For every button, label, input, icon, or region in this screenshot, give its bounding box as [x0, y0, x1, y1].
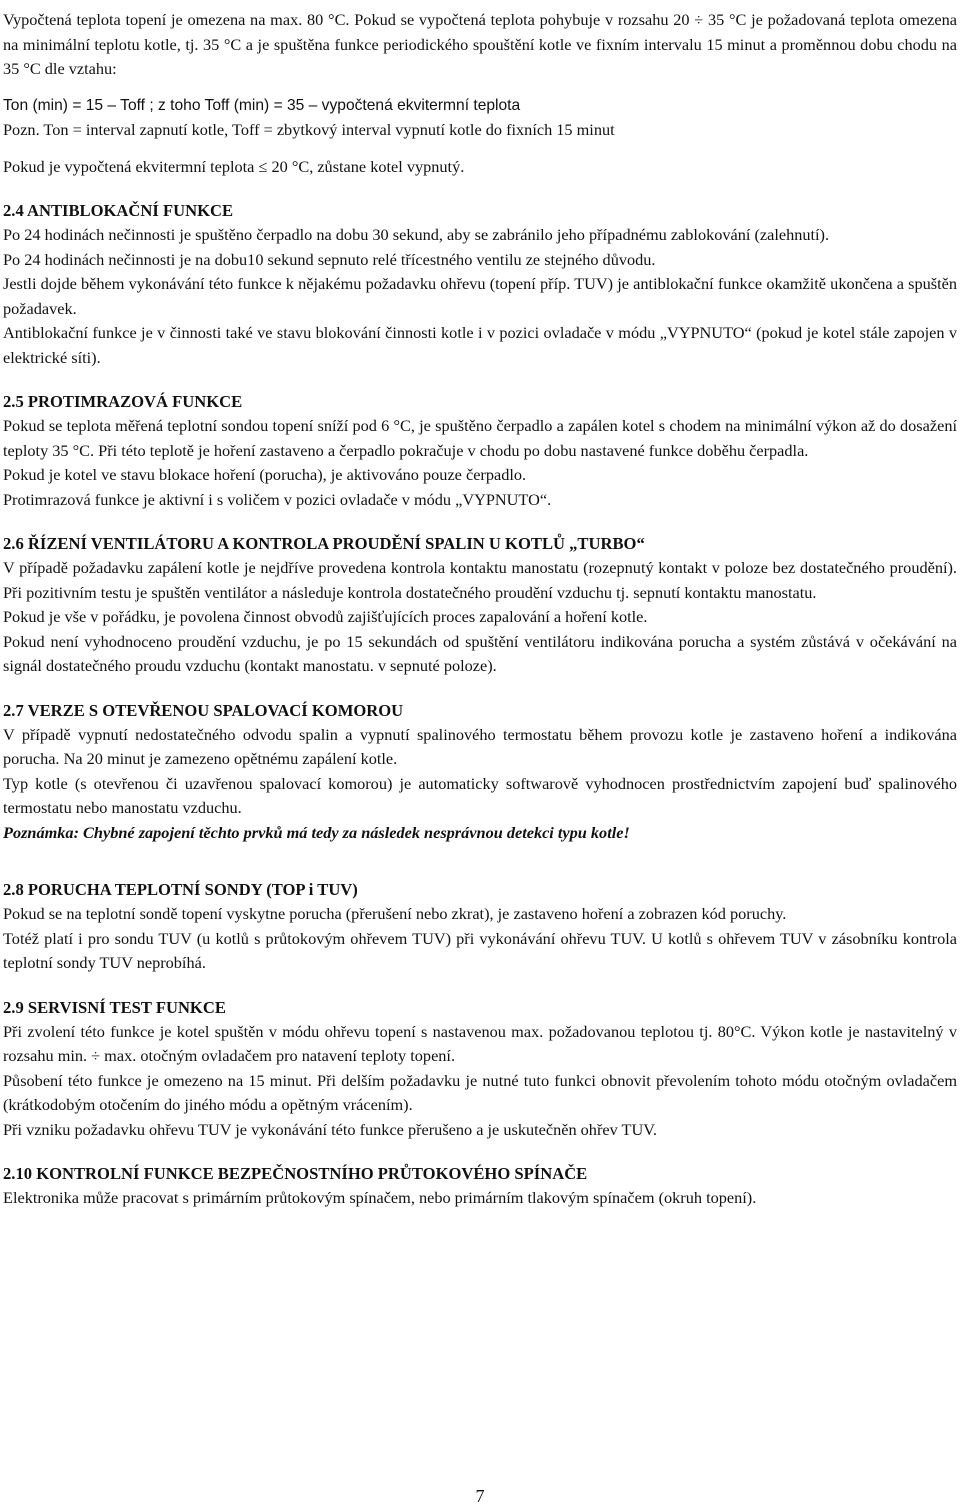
- spacer: [3, 1142, 957, 1162]
- note-line: Pozn. Ton = interval zapnutí kotle, Toff = zbytkový interval vypnutí kotle do fixních 15 minut: [3, 120, 615, 139]
- spacer: [3, 82, 957, 94]
- section-2-7-paragraph: V případě vypnutí nedostatečného odvodu spalin a vypnutí spalinového termostatu během provozu kotle je zastaveno hoření a indikována porucha. Na 20 minut je zamezeno opětnému zapálení kotle.: [3, 724, 957, 768]
- section-2-5-paragraph: Pokud se teplota měřená teplotní sondou topení sníží pod 6 °C, je spuštěno čerpadlo a zapálen kotel s chodem na minimální výkon až do dosažení teploty 35 °C. Při této teplotě je hoření zastaveno a čerpadlo pokračuje v chodu po dobu nastavené funkce doběhu čerpadla.: [3, 416, 957, 460]
- spacer: [3, 143, 957, 155]
- intro-paragraph-2: Pokud je vypočtená ekvitermní teplota ≤ 20 °C, zůstane kotel vypnutý.: [3, 156, 465, 176]
- section-2-4-paragraph: Antiblokační funkce je v činnosti také ve stavu blokování činnosti kotle i v pozici ovladače v módu „VYPNUTO“ (pokud je kotel stále zapojen v elektrické síti).: [3, 323, 957, 367]
- intro-paragraph: Vypočtená teplota topení je omezena na max. 80 °C. Pokud se vypočtená teplota pohybuje v rozsahu 20 ÷ 35 °C je požadovaná teplota omezena na minimální teplotu kotle, tj. 35 °C a je spuštěna funkce periodického spouštění kotle ve fixním intervalu 15 minut a proměnnou dobu chodu na 35 °C dle vztahu:: [3, 10, 957, 78]
- spacer: [3, 512, 957, 532]
- section-2-4-paragraph: Po 24 hodinách nečinnosti je spuštěno čerpadlo na dobu 30 sekund, aby se zabránilo jeho případnému zablokování (zalehnutí).: [3, 225, 830, 244]
- section-heading-2-4: 2.4 ANTIBLOKAČNÍ FUNKCE: [3, 201, 234, 220]
- spacer: [3, 370, 957, 390]
- section-heading-2-7: 2.7 VERZE S OTEVŘENOU SPALOVACÍ KOMOROU: [3, 700, 404, 720]
- section-2-7-paragraph: Typ kotle (s otevřenou či uzavřenou spalovací komorou) je automaticky softwarově vyhodnocen prostřednictvím zapojení buď spalinového termostatu nebo manostatu vzduchu.: [3, 773, 957, 817]
- section-2-4-paragraph: Po 24 hodinách nečinnosti je na dobu10 sekund sepnuto relé třícestného ventilu ze stejného důvodu.: [3, 249, 656, 269]
- page-number: 7: [475, 1486, 485, 1506]
- section-2-8-paragraph: Pokud se na teplotní sondě topení vyskytne porucha (přerušení nebo zkrat), je zastaveno hoření a zobrazen kód poruchy.: [3, 904, 787, 923]
- section-heading-2-6: 2.6 ŘÍZENÍ VENTILÁTORU A KONTROLA PROUDĚNÍ SPALIN U KOTLŮ „TURBO“: [3, 534, 645, 553]
- section-2-6-paragraph: Pokud není vyhodnoceno proudění vzduchu, je po 15 sekundách od spuštění ventilátoru indikována porucha a systém zůstává v očekávání na signál dostatečného proudu vzduchu (kontakt manostatu. v sepnuté poloze).: [3, 631, 957, 675]
- section-2-9-paragraph: Při vzniku požadavku ohřevu TUV je vykonávání této funkce přerušeno a je uskutečněn ohřev TUV.: [3, 1119, 657, 1139]
- section-2-6-paragraph: Pokud je vše v pořádku, je povolena činnost obvodů zajišťujících proces zapalování a hoření kotle.: [3, 607, 648, 626]
- section-heading-2-8: 2.8 PORUCHA TEPLOTNÍ SONDY (TOP i TUV): [3, 880, 358, 899]
- section-heading-2-9: 2.9 SERVISNÍ TEST FUNKCE: [3, 997, 226, 1017]
- section-2-5-paragraph: Protimrazová funkce je aktivní i s voličem v pozici ovladače v módu „VYPNUTO“.: [3, 489, 552, 509]
- section-heading-2-5: 2.5 PROTIMRAZOVÁ FUNKCE: [3, 392, 243, 411]
- spacer: [3, 179, 957, 199]
- section-2-4-paragraph: Jestli dojde během vykonávání této funkce k nějakému požadavku ohřevu (topení příp. TUV) je antiblokační funkce okamžitě ukončena a spuštěn požadavek.: [3, 274, 957, 318]
- spacer: [3, 845, 957, 878]
- section-2-5-paragraph: Pokud je kotel ve stavu blokace hoření (porucha), je aktivováno pouze čerpadlo.: [3, 465, 527, 484]
- section-2-9-paragraph: Při zvolení této funkce je kotel spuštěn v módu ohřevu topení s nastavenou max. požadovanou teplotou tj. 80°C. Výkon kotle je nastavitelný v rozsahu min. ÷ max. otočným ovladačem pro natavení teploty topení.: [3, 1021, 957, 1065]
- section-2-8-paragraph: Totéž platí i pro sondu TUV (u kotlů s průtokovým ohřevem TUV) při vykonávání ohřevu TUV. U kotlů s ohřevem TUV v zásobníku kontrola teplotní sondy TUV neprobíhá.: [3, 928, 957, 972]
- section-2-9-paragraph: Působení této funkce je omezeno na 15 minut. Při delším požadavku je nutné tuto funkci obnovit převolením tohoto módu otočným ovladačem (krátkodobým otočením do jiného módu a opětným vrácením).: [3, 1070, 957, 1114]
- section-heading-2-10: 2.10 KONTROLNÍ FUNKCE BEZPEČNOSTNÍHO PRŮTOKOVÉHO SPÍNAČE: [3, 1164, 588, 1183]
- section-2-6-paragraph: V případě požadavku zapálení kotle je nejdříve provedena kontrola kontaktu manostatu (rozepnutý kontakt v poloze bez dostatečného proudění). Při pozitivním testu je spuštěn ventilátor a následuje kontrola dostatečného proudění vzduchu tj. sepnutí kontaktu manostatu.: [3, 558, 957, 602]
- spacer: [3, 679, 957, 699]
- section-2-7-note: Poznámka: Chybné zapojení těchto prvků má tedy za následek nesprávnou detekci typu kotle!: [3, 822, 630, 842]
- formula-line: Ton (min) = 15 – Toff ; z toho Toff (min) = 35 – vypočtená ekvitermní teplota: [3, 96, 521, 114]
- spacer: [3, 976, 957, 996]
- document-page: [3, 8, 957, 1211]
- section-2-10-paragraph: Elektronika může pracovat s primárním průtokovým spínačem, nebo primárním tlakovým spínačem (okruh topení).: [3, 1188, 757, 1207]
